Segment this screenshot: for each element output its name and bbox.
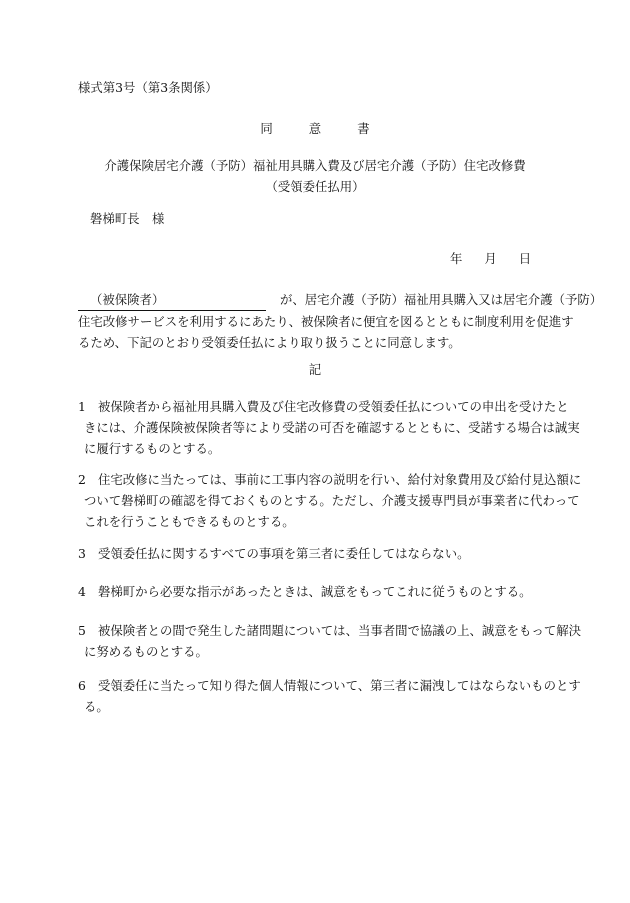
date-line — [450, 248, 553, 269]
clause-text: これを行うこともできるものとする。 — [84, 514, 295, 529]
intro-text: 住宅改修サービスを利用するにあたり、被保険者に便宜を図るとともに制度利用を促進す — [78, 314, 574, 329]
clause-text: 受領委任払に関するすべての事項を第三者に委任してはならない。 — [98, 546, 470, 561]
insured-name-field[interactable]: （被保険者） — [78, 289, 266, 311]
clause-text: 被保険者との間で発生した諸問題については、当事者間で協議の上、誠意をもって解決 — [98, 623, 581, 638]
ki-heading: 記 — [308, 362, 322, 377]
clause-item — [78, 396, 580, 459]
clause-text: る。 — [84, 699, 109, 714]
clause-item — [78, 620, 581, 662]
clause-text: 受領委任に当たって知り得た個人情報について、第三者に漏洩してはならないものとす — [98, 678, 581, 693]
addressee: 磐梯町長 様 — [90, 211, 165, 226]
document-subtitle-note: （受領委任払用） — [265, 179, 365, 194]
clause-text: 住宅改修に当たっては、事前に工事内容の説明を行い、給付対象費用及び給付見込額に — [98, 472, 582, 487]
date-year-label: 年 — [450, 251, 463, 266]
date-month-label: 月 — [484, 251, 497, 266]
clause-number: 3 — [78, 546, 86, 561]
clause-number: 5 — [78, 623, 86, 638]
title-char: 意 — [308, 121, 322, 136]
clause-number: 1 — [78, 399, 86, 414]
intro-text: るため、下記のとおり受領委任払により取り扱うことに同意します。 — [78, 335, 461, 350]
document-subtitle: 介護保険居宅介護（予防）福祉用具購入費及び居宅介護（予防）住宅改修費 — [104, 158, 526, 173]
consent-statement — [78, 289, 603, 353]
clause-item — [78, 581, 548, 602]
title-char: 同 — [260, 121, 273, 136]
intro-text: が、居宅介護（予防）福祉用具購入又は居宅介護（予防） — [280, 292, 603, 307]
clause-text: 被保険者から福祉用具購入費及び住宅改修費の受領委任払についての申出を受けたと — [98, 399, 569, 414]
clause-item — [78, 675, 581, 717]
clause-text: 磐梯町から必要な指示があったときは、誠意をもってこれに従うものとする。 — [98, 584, 532, 599]
clause-text: に履行するものとする。 — [84, 441, 221, 456]
document-title — [0, 118, 630, 139]
title-char: 書 — [357, 121, 370, 136]
clause-text: ついて磐梯町の確認を得ておくものとする。ただし、介護支援専門員が事業者に代わって — [84, 493, 580, 508]
clause-text: きには、介護保険被保険者等により受諾の可否を確認するとともに、受諾する場合は誠実 — [84, 420, 580, 435]
clause-text: に努めるものとする。 — [84, 644, 208, 659]
date-day-label: 日 — [518, 251, 532, 266]
clause-number: 6 — [78, 678, 86, 693]
clause-item — [78, 543, 548, 564]
clause-number: 4 — [78, 584, 86, 599]
clause-item — [78, 469, 582, 532]
clause-number: 2 — [78, 472, 86, 487]
form-number: 様式第3号（第3条関係） — [78, 80, 218, 95]
